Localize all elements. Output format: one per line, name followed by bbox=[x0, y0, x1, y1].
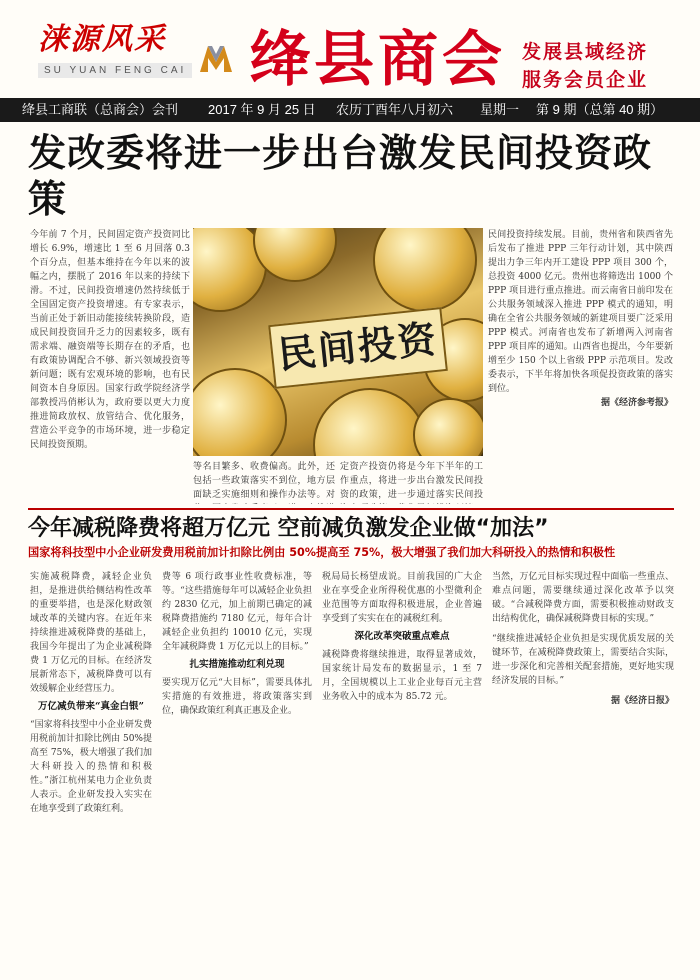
story-2-column-4-text-b: “继续推进减轻企业负担是实现优质发展的关键环节，在减税降费政策上，需要结合实际，进一步深化和完善相关配套措施，更好地实现经济发展的目标。” bbox=[492, 634, 674, 686]
lunar-date: 农历丁酉年八月初六 bbox=[336, 102, 454, 117]
story-1-column-2: 等名目繁多、收费偏高。此外，还包括一些政策落实不到位，地方层面缺乏实施细则和操作办法等。对 bbox=[193, 462, 335, 500]
story-1-photo bbox=[193, 228, 483, 456]
story-2-column-1-text-a: 实施减税降费，减轻企业负担，是推进供给侧结构性改革的重要举措，也是深化财政领域改革的关键内容。在近年来持续推进减税降费的基础上，我国今年提出了为企业减税降费 1 万亿元的目标。在经济发展新常态下，减税降费可以有效缓解企业经营压力。 bbox=[30, 572, 152, 694]
section-divider bbox=[28, 508, 674, 510]
story-2-column-4 bbox=[492, 570, 674, 975]
story-2-column-1-text-b: “国家将科技型中小企业研发费用税前加计扣除比例由 50%提高至 75%，极大增强了我们加大科研投入的热情和积极性。”浙江杭州某电力企业负责人表示。企业研发投入实实在在地享受到了政策红利。 bbox=[30, 720, 152, 814]
slogan-line-2: 服务会员企业 bbox=[522, 69, 649, 91]
story-2-column-2-text-b: 要实现万亿元“大目标”，需要具体扎实措施的有效推进，将政策落实到位，确保政策红利真正惠及企业。 bbox=[162, 678, 312, 716]
story-2-column-2 bbox=[162, 570, 312, 975]
story-1-column-1: 今年前 7 个月，民间固定资产投资同比增长 6.9%，增速比 1 至 6 月回落 0.3 个百分点，但基本维持在今年以来的波幅之内，摆脱了 2016 年以来的持续下滑。不过，民间投资增速仍然持续低于全国固定资产投资增速。有专家表示，当前正处于新旧动能接续转换阶段，造成民间投资回升乏力的因素较多，既有需求端、融资端等长期存在的矛盾，也有政策协调配合不够、新兴领域投资等新问题；既有宏观环境的影响，也有民间资本自身原因。国家行政学院经济学部教授冯俏彬认为，政府要以更大力度推进简政放权、放管结合、优化服务，营造公平竞争的市场环境，进一步稳定民间投资预期。 bbox=[30, 230, 190, 450]
column-pinyin: SU YUAN FENG CAI bbox=[38, 63, 192, 78]
publisher: 绛县工商联（总商会）会刊 bbox=[22, 102, 179, 117]
story-2-column-3-text-b: 减税降费将继续推进，取得显著成效，国家统计局发布的数据显示，1 至 7 月，全国规模以上工业企业每百元主营业务收入中的成本为 85.72 元。 bbox=[322, 650, 482, 702]
story-2-column-4-text-a: 当然，万亿元目标实现过程中面临一些重点、难点问题，需要继续通过深化改革予以突破。“合减税降费方面，需要积极推动财政支出结构优化，确保减税降费目标的实现。” bbox=[492, 572, 674, 624]
story-1-column-4 bbox=[488, 228, 673, 504]
story-2-headline: 今年减税降费将超万亿元 空前减负激发企业做“加法” bbox=[28, 516, 549, 541]
column-name: 涞源风采 bbox=[38, 22, 166, 57]
story-2-column-2-text-a: 费等 6 项行政事业性收费标准，等等。“这些措施每年可以减轻企业负担约 2830 亿元，加上前期已确定的减税降费措施约 7180 亿元，每年合计减轻企业负担约 10010 亿元，实现全年减税降费 1 万亿元以上的目标。” bbox=[162, 572, 312, 652]
issue-date: 2017 年 9 月 25 日 bbox=[208, 102, 316, 117]
slogan-line-1: 发展县域经济 bbox=[522, 41, 649, 63]
photo-label: 民间投资 bbox=[268, 307, 448, 389]
story-2-subhead: 国家将科技型中小企业研发费用税前加计扣除比例由 50%提高至 75%，极大增强了我们加大科研投入的热情和积极性 bbox=[28, 546, 616, 559]
story-2-column-3-text-a: 税局局长杨望成说。目前我国的广大企业在享受企业所得税优惠的小型微利企业范围等方面取得积极进展，企业普遍享受到了实实在在的减税红利。 bbox=[322, 572, 482, 624]
story-2-subheading-3: 深化改革突破重点难点 bbox=[354, 631, 450, 642]
story-2-subheading-1: 万亿减负带来“真金白银” bbox=[38, 701, 144, 712]
chamber-logo-icon bbox=[198, 42, 234, 74]
masthead bbox=[0, 0, 700, 98]
story-2-column-1 bbox=[30, 570, 152, 975]
weekday: 星期一 bbox=[480, 102, 520, 117]
story-1-column-3: 定资产投资仍将是今年下半年的工作重点，将进一步出台激发民间投资的政策，进一步通过落实民间投 bbox=[340, 462, 483, 500]
story-1-headline: 发改委将进一步出台激发民间投资政策 bbox=[28, 131, 653, 221]
story-1-source: 据《经济参考报》 bbox=[600, 398, 673, 408]
story-2-subheading-2: 扎实措施推动红利兑现 bbox=[189, 659, 285, 670]
paper-title: 绛县商会 bbox=[250, 25, 506, 95]
story-1-column-4-text: 民间投资持续发展。目前，贵州省和陕西省先后发布了推进 PPP 三年行动计划，其中陕西提出力争三年内开工建设 PPP 项目 300 个，总投资 4000 亿元。贵州也将筛选出 1000 个 PPP 项目进行重点推进。而云南省日前印发在公共服务领域深入推进 PPP 模式的通知，明确在全省公共服务领域的新建项目要广泛采用 PPP 模式。河南省也发布了新增两入河南省 PPP 项目库的通知。山西省也提出，今年要新增至少 150 个以上省级 PPP 示范项目。发改委表示，下半年将加快各项促投资政策的落实到位。 bbox=[488, 230, 673, 394]
slogan bbox=[522, 38, 692, 94]
column-logo bbox=[38, 14, 198, 78]
story-2-source: 据《经济日报》 bbox=[610, 696, 674, 706]
issue-info-bar bbox=[0, 98, 700, 122]
story-2-column-3 bbox=[322, 570, 482, 975]
issue-number: 第 9 期（总第 40 期） bbox=[536, 102, 664, 117]
